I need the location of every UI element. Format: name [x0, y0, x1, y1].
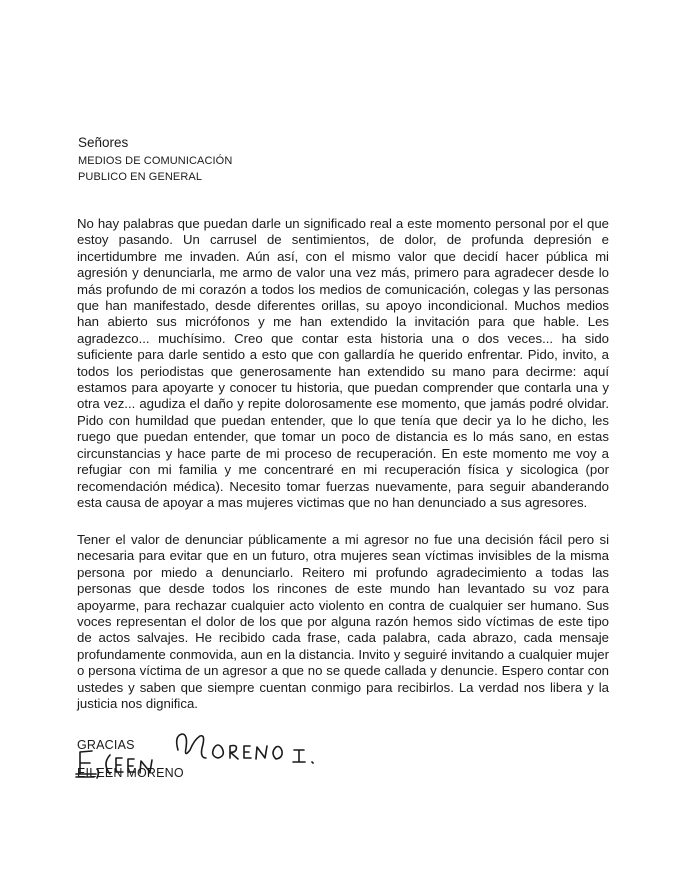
- letter-greeting: Señores: [78, 135, 129, 150]
- recipient-line: PUBLICO EN GENERAL: [78, 171, 203, 183]
- letter-closing: GRACIAS: [77, 738, 135, 752]
- letter-paragraph: Tener el valor de denunciar públicamente a mi agresor no fue una decisión fácil pero si necesaria para evitar que en un futuro, otra mujeres sean víctimas invisibles de la misma persona por miedo a denunciarlo. Reitero mi profundo agradecimiento a todas las personas que desde todos los rincones de este mundo han levantado su voz para apoyarme, para rechazar cualquier acto violento en contra de cualquier ser humano. Sus voces representan el dolor de los que por alguna razón hemos sido víctimas de este tipo de actos salvajes. He recibido cada frase, cada palabra, cada abrazo, cada mensaje profundamente conmovida, aun en la distancia. Invito y seguiré invitando a cualquier mujer o persona víctima de un agresor a que no se quede callada y denuncie. Espero contar con ustedes y saben que siempre cuentan conmigo para recibirlos. La verdad nos libera y la justicia nos dignifica.: [77, 532, 609, 712]
- signer-name: EILEEN MORENO: [77, 766, 184, 780]
- letter-paragraph: No hay palabras que puedan darle un significado real a este momento personal por el que estoy pasando. Un carrusel de sentimientos, de dolor, de profunda depresión e incertidumbre me invaden. Aún así, con el mismo valor que decidí hacer pública mi agresión y denunciarla, me armo de valor una vez más, primero para agradecer desde lo más profundo de mi corazón a todos los medios de comunicación, colegas y las personas que han manifestado, desde diferentes orillas, su apoyo incondicional. Muchos medios han abierto sus micrófonos y me han extendido la invitación para que hable. Les agradezco... muchísimo. Creo que contar esta historia una o dos veces... ha sido suficiente para darle sentido a esto que con gallardía he querido enfrentar. Pido, invito, a todos los periodistas que generosamente han extendido su mano para decirme: aquí estamos para apoyarte y conocer tu historia, que puedan comprender que contarla una y otra vez... agudiza el daño y repite dolorosamente ese momento, que jamás podré olvidar. Pido con humildad que puedan entender, que lo que tenía que decir ya lo he dicho, les ruego que puedan entender, que tomar un poco de distancia es lo más sano, en estas circunstancias y hace parte de mi proceso de recuperación. En este momento me voy a refugiar con mi familia y me concentraré en mi recuperación física y sicologica (por recomendación médica). Necesito tomar fuerzas nuevamente, para seguir abanderando esta causa de apoyar a mas mujeres victimas que no han denunciado a sus agresores.: [77, 216, 609, 510]
- recipient-line: MEDIOS DE COMUNICACIÓN: [78, 155, 233, 167]
